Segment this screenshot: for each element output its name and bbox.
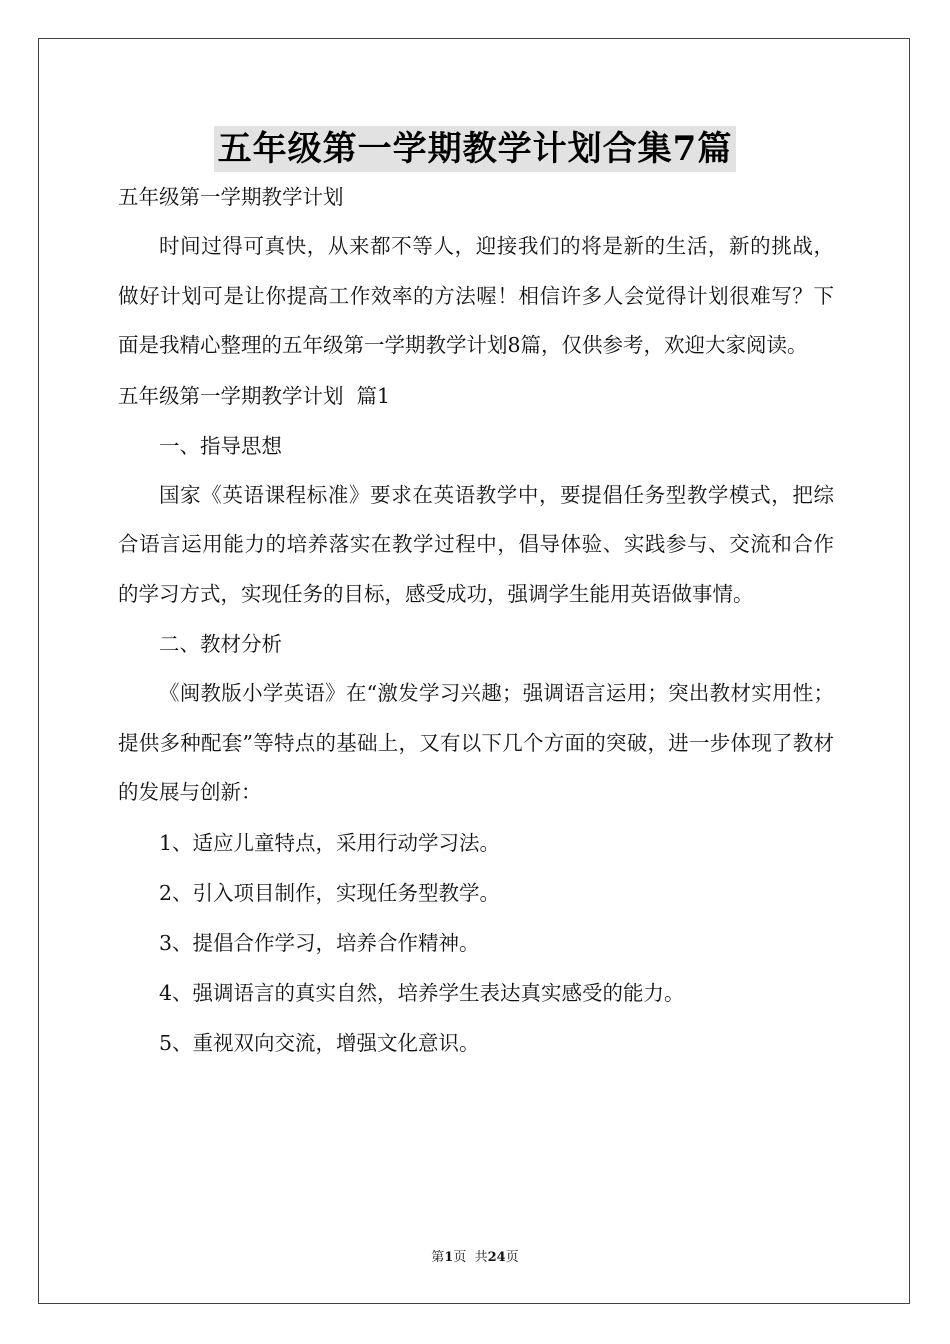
document-body (118, 178, 834, 1068)
footer-page-current: 1 (444, 1250, 454, 1265)
list-item: 1、适应儿童特点，采用行动学习法。 (159, 830, 501, 855)
page-footer (0, 1246, 950, 1265)
list-item: 2、引入项目制作，实现任务型教学。 (159, 880, 501, 905)
footer-page-total: 24 (487, 1250, 506, 1265)
section-heading: 五年级第一学期教学计划 篇1 (118, 383, 391, 408)
part2-paragraph: 《闽教版小学英语》在“激发学习兴趣；强调语言运用；突出教材实用性；提供多种配套”等特点的基础上，又有以下几个方面的突破，进一步体现了教材的发展与创新： (118, 681, 834, 804)
part1-paragraph: 国家《英语课程标准》要求在英语教学中，要提倡任务型教学模式，把综合语言运用能力的培养落实在教学过程中，倡导体验、实践参与、交流和合作的学习方式，实现任务的目标，感受成功，强调学生能用英语做事情。 (118, 482, 834, 606)
document-subtitle: 五年级第一学期教学计划 (118, 185, 344, 209)
document-title: 五年级第一学期教学计划合集7篇 (214, 126, 737, 172)
intro-paragraph: 时间过得可真快，从来都不等人，迎接我们的将是新的生活，新的挑战，做好计划可是让你提高工作效率的方法喔！相信许多人会觉得计划很难写？下面是我精心整理的五年级第一学期教学计划8篇，仅供参考，欢迎大家阅读。 (118, 234, 834, 357)
footer-page-suffix: 页 (505, 1250, 519, 1265)
list-item: 5、重视双向交流，增强文化意识。 (159, 1030, 480, 1055)
part2-heading: 二、教材分析 (159, 632, 282, 656)
footer-page-prefix: 第 (431, 1250, 445, 1265)
list-item: 4、强调语言的真实自然，培养学生表达真实感受的能力。 (159, 980, 685, 1005)
footer-page-mid: 页 共 (453, 1250, 488, 1265)
title-container (0, 126, 950, 172)
list-item: 3、提倡合作学习，培养合作精神。 (159, 930, 480, 955)
part1-heading: 一、指导思想 (159, 433, 282, 458)
